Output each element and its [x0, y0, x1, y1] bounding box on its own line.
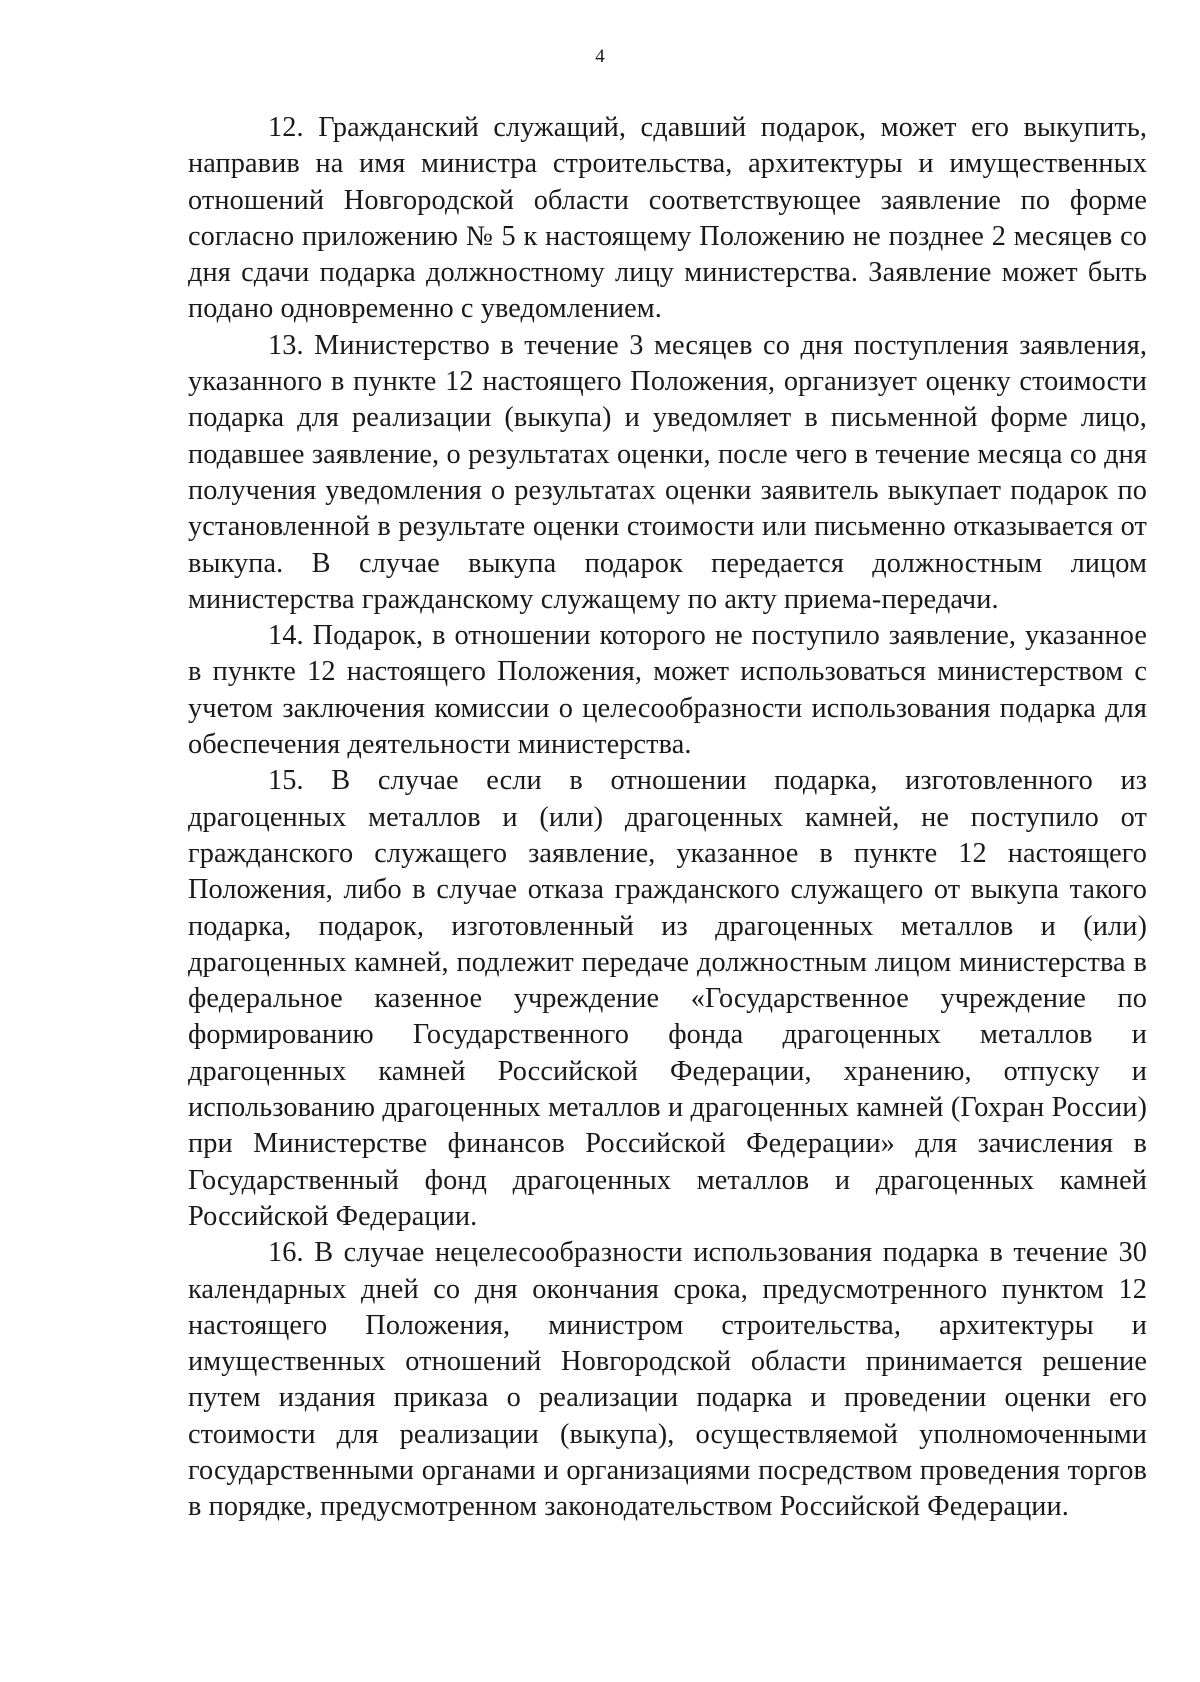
document-body [188, 110, 1147, 1526]
paragraph-15: 15. В случае если в отношении подарка, изготовленного из драгоценных металлов и (или) драгоценных камней, не поступило от гражданского служащего заявление, указанное в пункте 12 настоящего Положения, либо в случае отказа гражданского служащего от выкупа такого подарка, подарок, изготовленный из драгоценных металлов и (или) драгоценных камней, подлежит передаче должностным лицом министерства в федеральное казенное учреждение «Государственное учреждение по формированию Государственного фонда драгоценных металлов и драгоценных камней Российской Федерации, хранению, отпуску и использованию драгоценных металлов и драгоценных камней (Гохран России) при Министерстве финансов Российской Федерации» для зачисления в Государственный фонд драгоценных металлов и драгоценных камней Российской Федерации. [188, 765, 1147, 1232]
paragraph-16: 16. В случае нецелесообразности использования подарка в течение 30 календарных дней со дня окончания срока, предусмотренного пунктом 12 настоящего Положения, министром строительства, архитектуры и имущественных отношений Новгородской области принимается решение путем издания приказа о реализации подарка и проведении оценки его стоимости для реализации (выкупа), осуществляемой уполномоченными государственными органами и организациями посредством проведения торгов в порядке, предусмотренном законодательством Российской Федерации. [188, 1237, 1147, 1523]
page-number: 4 [595, 46, 605, 67]
paragraph-14: 14. Подарок, в отношении которого не поступило заявление, указанное в пункте 12 настоящего Положения, может использоваться министерством с учетом заключения комиссии о целесообразности использования подарка для обеспечения деятельности министерства. [188, 620, 1147, 761]
paragraph-13: 13. Министерство в течение 3 месяцев со дня поступления заявления, указанного в пункте 12 настоящего Положения, организует оценку стоимости подарка для реализации (выкупа) и уведомляет в письменной форме лицо, подавшее заявление, о результатах оценки, после чего в течение месяца со дня получения уведомления о результатах оценки заявитель выкупает подарок по установленной в результате оценки стоимости или письменно отказывается от выкупа. В случае выкупа подарок передается должностным лицом министерства гражданскому служащему по акту приема-передачи. [188, 329, 1147, 615]
paragraph-12: 12. Гражданский служащий, сдавший подарок, может его выкупить, направив на имя министра строительства, архитектуры и имущественных отношений Новгородской области соответствующее заявление по форме согласно приложению № 5 к настоящему Положению не позднее 2 месяцев со дня сдачи подарка должностному лицу министерства. Заявление может быть подано одновременно с уведомлением. [188, 112, 1147, 325]
